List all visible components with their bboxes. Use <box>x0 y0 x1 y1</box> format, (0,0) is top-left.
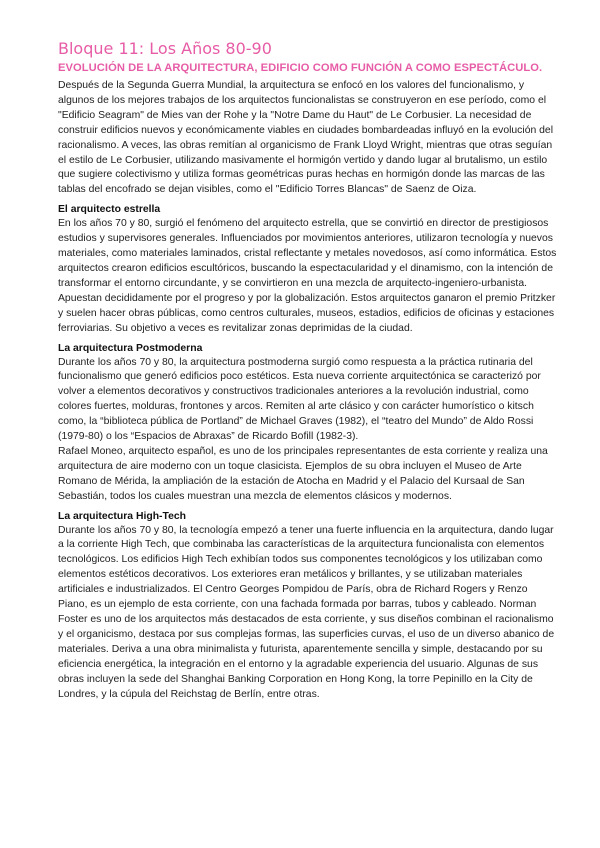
page-title: Bloque 11: Los Años 80-90 <box>58 39 272 58</box>
section-heading: La arquitectura High-Tech <box>58 510 186 522</box>
section-arquitectura-postmoderna <box>58 341 558 505</box>
section-paragraph: En los años 70 y 80, surgió el fenómeno del arquitecto estrella, que se convirtió en director de prestigiosos estudios y supervisores generales. Influenciados por movimientos anteriores, utilizaron tecnología y nuevos materiales, como materiales laminados, cristal reflectante y metales novedosos, así como informática. Estos arquitectos crearon edificios escultóricos, buscando la espectacularidad y el dinamismo, con la intención de transformar el entorno circundante, y se convirtieron en una mezcla de arquitecto-ingeniero-urbanista. Apuestan decididamente por el progreso y por la globalización. Estos arquitectos ganaron el premio Pritzker y suelen hacer obras públicas, como centros culturales, museos, estadios, edificios de oficinas y estaciones ferroviarias. Su objetivo a veces es revitalizar zonas deprimidas de la ciudad. <box>58 218 557 334</box>
section-heading: El arquitecto estrella <box>58 204 161 216</box>
section-paragraph: Durante los años 70 y 80, la tecnología empezó a tener una fuerte influencia en la arquitectura, dando lugar a la corriente High Tech, que combinaba las características de la arquitectura funcionalista con elementos tecnológicos. Los edificios High Tech exhibían todos sus componentes tecnológicos y los utilizaban como elementos estéticos decorativos. Los exteriores eran metálicos y brillantes, y se utilizaban materiales artificiales e industrializados. El Centro Georges Pompidou de París, obra de Richard Rogers y Renzo Piano, es un ejemplo de esta corriente, con una fachada formada por barras, tubos y cableado. Norman Foster es uno de los arquitectos más destacados de esta corriente, y sus diseños combinan el racionalismo y el organicismo, destaca por sus complejas formas, las superficies curvas, el uso de un diverso abanico de materiales. Deriva a una obra minimalista y futurista, aparentemente sencilla y simple, destacando por su eficiencia energética, la integración en el entorno y la agradable experiencia del usuario. Algunas de sus obras incluyen la sede del Shanghai Banking Corporation en Hong Kong, la torre Pepinillo en la City de Londres, y la cúpula del Reichstag de Berlín, entre otras. <box>58 524 555 700</box>
page-subtitle: EVOLUCIÓN DE LA ARQUITECTURA, EDIFICIO COMO FUNCIÓN A COMO ESPECTÁCULO. <box>58 62 543 74</box>
section-arquitecto-estrella <box>58 202 558 336</box>
document-page <box>58 38 558 702</box>
section-paragraph: Durante los años 70 y 80, la arquitectura postmoderna surgió como respuesta a la práctica rutinaria del funcionalismo que generó edificios poco estéticos. Esta nueva corriente arquitectónica se caracterizó por volver a elementos decorativos y constructivos tradicionales anteriores a la revolución industrial, como colores fuertes, molduras, frontones y arcos. Remiten al arte clásico y con carácter humorístico o kitsch como, la “biblioteca pública de Portland” de Michael Graves (1982), el “teatro del Mundo” de Aldo Rossi (1979-80) o los “Espacios de Abraxas” de Ricardo Bofill (1982-3). <box>58 356 541 443</box>
section-paragraph: Rafael Moneo, arquitecto español, es uno de los principales representantes de esta corriente y realiza una arquitectura de aire moderno con un toque clasicista. Ejemplos de su obra incluyen el Museo de Arte Romano de Mérida, la ampliación de la estación de Atocha en Madrid y el Palacio del Kursaal de San Sebastián, todos los cuales muestran una mezcla de elementos clásicos y modernos. <box>58 445 548 502</box>
section-arquitectura-high-tech <box>58 509 558 703</box>
section-heading: La arquitectura Postmoderna <box>58 342 203 354</box>
intro-paragraph: Después de la Segunda Guerra Mundial, la arquitectura se enfocó en los valores del funcionalismo, y algunos de los mejores trabajos de los arquitectos funcionalistas se construyeron en ese período, como el "Edificio Seagram" de Mies van der Rohe y la "Notre Dame du Haut" de Le Corbusier. La necesidad de construir edificios nuevos y económicamente viables en ciudades bombardeadas influyó en la evolución del racionalismo. A veces, las obras remitían al organicismo de Frank Lloyd Wright, mientras que otras seguían el estilo de Le Corbusier, utilizando masivamente el hormigón vertido y dando lugar al brutalismo, un estilo que sugiere colectivismo y utiliza formas geométricas puras hechas en hormigón donde las marcas de las tablas del encofrado se dejan visibles, como el "Edificio Torres Blancas" de Saenz de Oiza. <box>58 80 554 196</box>
